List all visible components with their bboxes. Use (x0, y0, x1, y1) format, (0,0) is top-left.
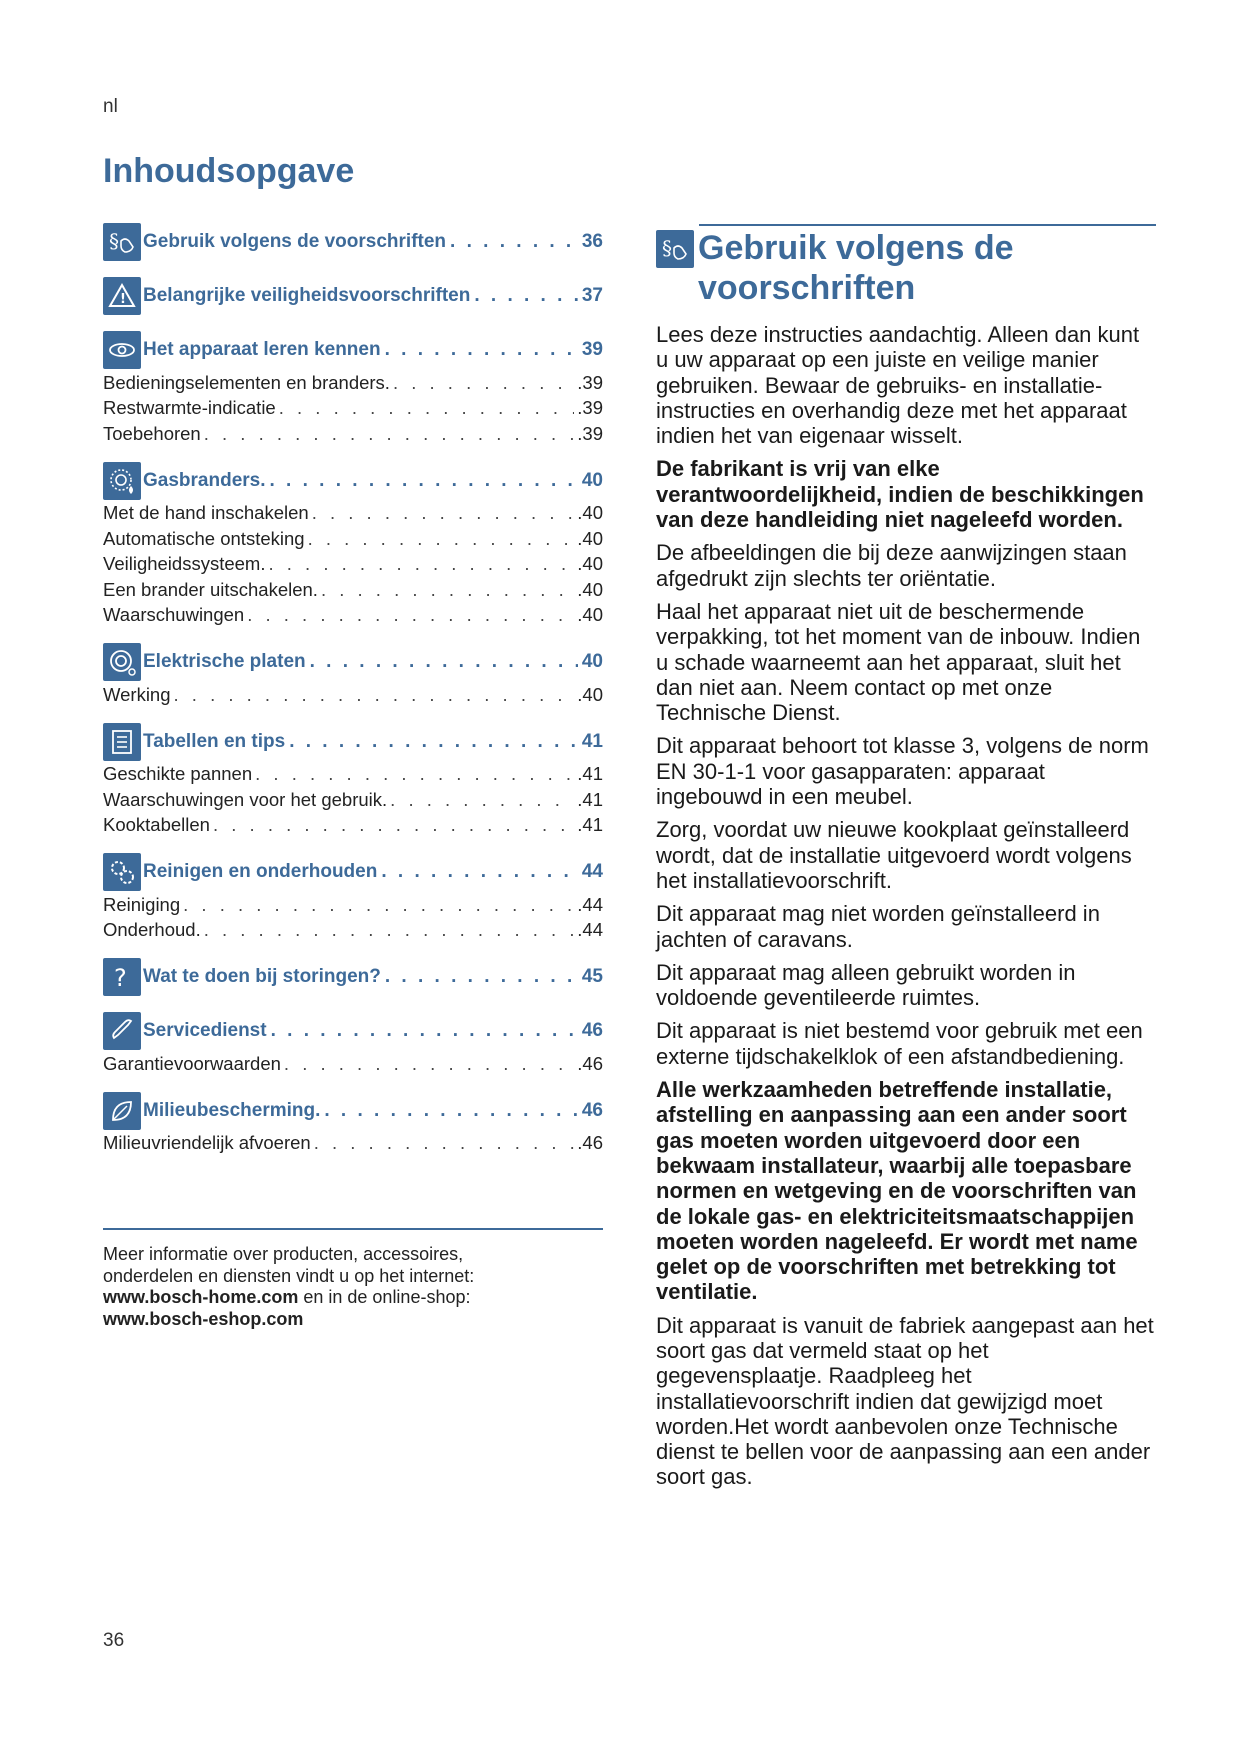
toc-section (103, 852, 603, 943)
toc-entry-page: .39 (577, 397, 603, 419)
toc-entry-title: Toebehoren (103, 422, 201, 444)
toc-heading-link[interactable] (103, 1011, 603, 1051)
paragraph: Dit apparaat mag niet worden geïnstalleerd in jachten of caravans. (656, 901, 1100, 952)
leader-dots (321, 579, 574, 601)
toc-entry-page: .39 (577, 371, 603, 393)
toc-entry-link[interactable] (103, 787, 603, 813)
toc-entry-page: .40 (577, 604, 603, 626)
toc-entry-page: .40 (577, 502, 603, 524)
toc-heading-page: 37 (581, 285, 603, 306)
svg-text:§: § (662, 236, 672, 260)
leader-dots (385, 339, 578, 361)
toc-heading-page: 36 (581, 231, 603, 252)
section-divider (699, 224, 1156, 226)
toc-entry-page: .46 (577, 1052, 603, 1074)
toc-entry-page: .44 (577, 919, 603, 941)
section-hand-icon (656, 230, 694, 268)
page-number: 36 (103, 1630, 125, 1651)
question-icon (103, 958, 141, 996)
toc-entry-title: Waarschuwingen voor het gebruik. (103, 788, 388, 810)
toc-section (103, 1091, 603, 1157)
toc-entry-link[interactable] (103, 918, 603, 944)
toc-heading-page: 46 (581, 1099, 603, 1121)
section-body (656, 322, 1156, 1498)
leader-dots (204, 423, 575, 445)
toc-entry-page: .46 (577, 1132, 603, 1154)
toc-entry-page: .40 (577, 527, 603, 549)
toc-section (103, 642, 603, 708)
svg-text:!: ! (120, 292, 126, 307)
paragraph: Dit apparaat is niet bestemd voor gebruik met een externe tijdschakelklok of een afstandbediening. (656, 1018, 1143, 1069)
toc-entry-title: Werking (103, 683, 171, 705)
leader-dots (390, 789, 574, 811)
toc-entry-page: .41 (577, 814, 603, 836)
toc-entry-link[interactable] (103, 552, 603, 578)
link-bosch-home[interactable]: www.bosch-home.com (103, 1287, 299, 1307)
toc-heading-link[interactable] (103, 642, 603, 682)
leader-dots (381, 861, 578, 883)
toc-entry-title: Met de hand inschakelen (103, 502, 309, 524)
toc-entry-link[interactable] (103, 1131, 603, 1157)
leader-dots (247, 604, 574, 626)
leader-dots (271, 1020, 578, 1042)
footer-info-line: onderdelen en diensten vindt u op het internet: (103, 1265, 475, 1286)
footer-info-line: Meer informatie over producten, accessoires, (103, 1244, 464, 1264)
svg-text:?: ? (114, 964, 127, 992)
paragraph: Zorg, voordat uw nieuwe kookplaat geïnstalleerd wordt, dat de installatie uitgevoerd wordt volgens het installatievoorschrift. (656, 817, 1132, 893)
section-heading (656, 228, 1014, 308)
toc-entry-page: .40 (577, 553, 603, 575)
toc-heading-title: Servicedienst (143, 1020, 267, 1041)
toc-heading-page: 44 (581, 861, 603, 882)
paragraph: Dit apparaat behoort tot klasse 3, volgens de norm EN 30-1-1 voor gasapparaten: apparaat ingebouwd in een meubel. (656, 733, 1149, 810)
toc-entry-link[interactable] (103, 682, 603, 708)
leader-dots (324, 1100, 577, 1122)
toc-heading-title: Het apparaat leren kennen (143, 339, 381, 360)
toc-entry-link[interactable] (103, 370, 603, 396)
toc-entry-link[interactable] (103, 396, 603, 422)
leader-dots (308, 528, 575, 550)
leader-dots (385, 966, 578, 988)
warning-icon (103, 277, 141, 315)
toc-entry-title: Milieuvriendelijk afvoeren (103, 1132, 311, 1154)
toc-heading-link[interactable] (103, 957, 603, 997)
leader-dots (213, 814, 574, 836)
toc-heading-page: 40 (581, 651, 603, 672)
warning-paragraph: De fabrikant is vrij van elke verantwoordelijkheid, indien de beschikkingen van deze handleiding niet nageleefd worden. (656, 456, 1144, 533)
toc-section (103, 1011, 603, 1077)
toc-entry-title: Bedieningselementen en branders. (103, 371, 390, 393)
paragraph: De afbeeldingen die bij deze aanwijzingen staan afgedrukt zijn slechts ter oriëntatie. (656, 540, 1127, 591)
toc-section (103, 330, 603, 447)
divider (103, 1228, 603, 1230)
toc-entry-page: .41 (577, 788, 603, 810)
leader-dots (450, 231, 578, 253)
toc-heading-link[interactable] (103, 1091, 603, 1131)
toc-heading-title: Elektrische platen (143, 651, 306, 672)
warning-paragraph: Alle werkzaamheden betreffende installatie, afstelling en aanpassing aan een ander soort gas moeten worden uitgevoerd door een bekwaam installateur, waarbij alle toepasbare normen en wetgeving en de voorschriften van de lokale gas- en elektriciteitsmaatschappijen moeten worden nageleefd. Er wordt met name gelet op de voorschriften met betrekking tot ventilatie. (656, 1077, 1138, 1305)
language-code: nl (103, 96, 118, 117)
toc-entry-link[interactable] (103, 501, 603, 527)
toc-heading-link[interactable] (103, 722, 603, 762)
leader-dots (289, 731, 578, 753)
toc-entry-title: Geschikte pannen (103, 763, 253, 785)
leaf-icon (103, 1092, 141, 1130)
toc-heading-page: 46 (581, 1020, 603, 1041)
paragraph: Haal het apparaat niet uit de beschermende verpakking, tot het moment van de inbouw. Indien u schade waarneemt aan het apparaat, sluit het dan niet aan. Neem contact op met onze Technische Dienst. (656, 598, 1141, 726)
table-of-contents (103, 222, 603, 1170)
toc-entry-title: Automatische ontsteking (103, 527, 305, 549)
toc-entry-title: Restwarmte-indicatie (103, 397, 276, 419)
toc-entry-link[interactable] (103, 813, 603, 839)
toc-entry-page: .44 (577, 893, 603, 915)
toc-entry-title: Veiligheidssysteem. (103, 553, 266, 575)
toc-heading-title: Wat te doen bij storingen? (143, 966, 381, 987)
toc-heading-link[interactable] (103, 330, 603, 370)
toc-heading-title: Gebruik volgens de voorschriften (143, 231, 447, 252)
paragraph: Dit apparaat mag alleen gebruikt worden in voldoende geventileerde ruimtes. (656, 959, 1076, 1011)
leader-dots (204, 919, 575, 941)
footer-info (103, 1244, 603, 1330)
toc-entry-title: Een brander uitschakelen. (103, 578, 318, 600)
toc-entry-page: .41 (577, 763, 603, 785)
cleaning-gears-icon (103, 853, 141, 891)
link-bosch-eshop[interactable]: www.bosch-eshop.com (103, 1308, 304, 1329)
footer-info-text: en in de online-shop: (298, 1287, 471, 1307)
toc-heading-page: 39 (581, 339, 603, 360)
leader-dots (270, 470, 578, 492)
toc-entry-title: Garantievoorwaarden (103, 1052, 281, 1074)
toc-entry-link[interactable] (103, 603, 603, 629)
toc-entry-page: .40 (577, 683, 603, 705)
leader-dots (474, 285, 578, 307)
leader-dots (268, 553, 574, 575)
toc-heading-link[interactable] (103, 276, 603, 316)
toc-entry-title: Onderhoud. (103, 919, 201, 941)
leader-dots (310, 651, 578, 673)
gas-burner-icon (103, 462, 141, 500)
toc-section (103, 276, 603, 316)
section-title-line: voorschriften (698, 269, 916, 307)
toc-entry-link[interactable] (103, 577, 603, 603)
toc-entry-link[interactable] (103, 421, 603, 447)
paragraph: Lees deze instructies aandachtig. Alleen dan kunt u uw apparaat op een juiste en veilige manier gebruiken. Bewaar de gebruiks- en installatie-instructies en overhandig deze met het apparaat indien het van eigenaar wisselt. (656, 322, 1140, 449)
leader-dots (174, 684, 575, 706)
toc-heading-title: Milieubescherming. (143, 1099, 321, 1121)
toc-entry-page: .39 (577, 422, 603, 444)
toc-section (103, 722, 603, 839)
leader-dots (314, 1132, 575, 1154)
toc-entry-link[interactable] (103, 892, 603, 918)
toc-entry-title: Waarschuwingen (103, 604, 245, 626)
toc-heading-title: Tabellen en tips (143, 730, 286, 752)
page-title: Inhoudsopgave (103, 152, 355, 190)
phone-icon (103, 1012, 141, 1050)
toc-section (103, 222, 603, 262)
electric-plate-icon (103, 643, 141, 681)
table-document-icon (103, 723, 141, 761)
leader-dots (279, 397, 575, 419)
toc-heading-link[interactable] (103, 852, 603, 892)
paragraph: Dit apparaat is vanuit de fabriek aangepast aan het soort gas dat vermeld staat op het gegevensplaatje. Raadpleeg het installatievoorschrift indien dat gewijzigd moet worden.Het wordt aanbevolen onze Technische dienst te bellen voor de aanpassing aan een ander soort gas. (656, 1312, 1154, 1490)
toc-entry-link[interactable] (103, 526, 603, 552)
toc-entry-page: .40 (577, 578, 603, 600)
toc-heading-link[interactable] (103, 461, 603, 501)
toc-section (103, 957, 603, 997)
toc-heading-title: Reinigen en onderhouden (143, 861, 378, 882)
toc-heading-link[interactable] (103, 222, 603, 262)
toc-heading-page: 41 (581, 730, 603, 752)
svg-text:§: § (109, 229, 119, 253)
leader-dots (312, 502, 575, 524)
eye-icon (103, 331, 141, 369)
toc-section (103, 461, 603, 629)
toc-entry-link[interactable] (103, 1051, 603, 1077)
leader-dots (183, 894, 574, 916)
section-hand-icon (103, 223, 141, 261)
toc-heading-page: 45 (581, 966, 603, 987)
leader-dots (255, 763, 574, 785)
toc-entry-link[interactable] (103, 762, 603, 788)
toc-heading-page: 40 (581, 469, 603, 491)
leader-dots (393, 372, 574, 394)
section-title-line: Gebruik volgens de (698, 229, 1014, 267)
toc-entry-title: Kooktabellen (103, 814, 210, 836)
toc-heading-title: Gasbranders. (143, 469, 266, 491)
leader-dots (284, 1053, 574, 1075)
toc-heading-title: Belangrijke veiligheidsvoorschriften (143, 285, 471, 306)
toc-entry-title: Reiniging (103, 893, 181, 915)
